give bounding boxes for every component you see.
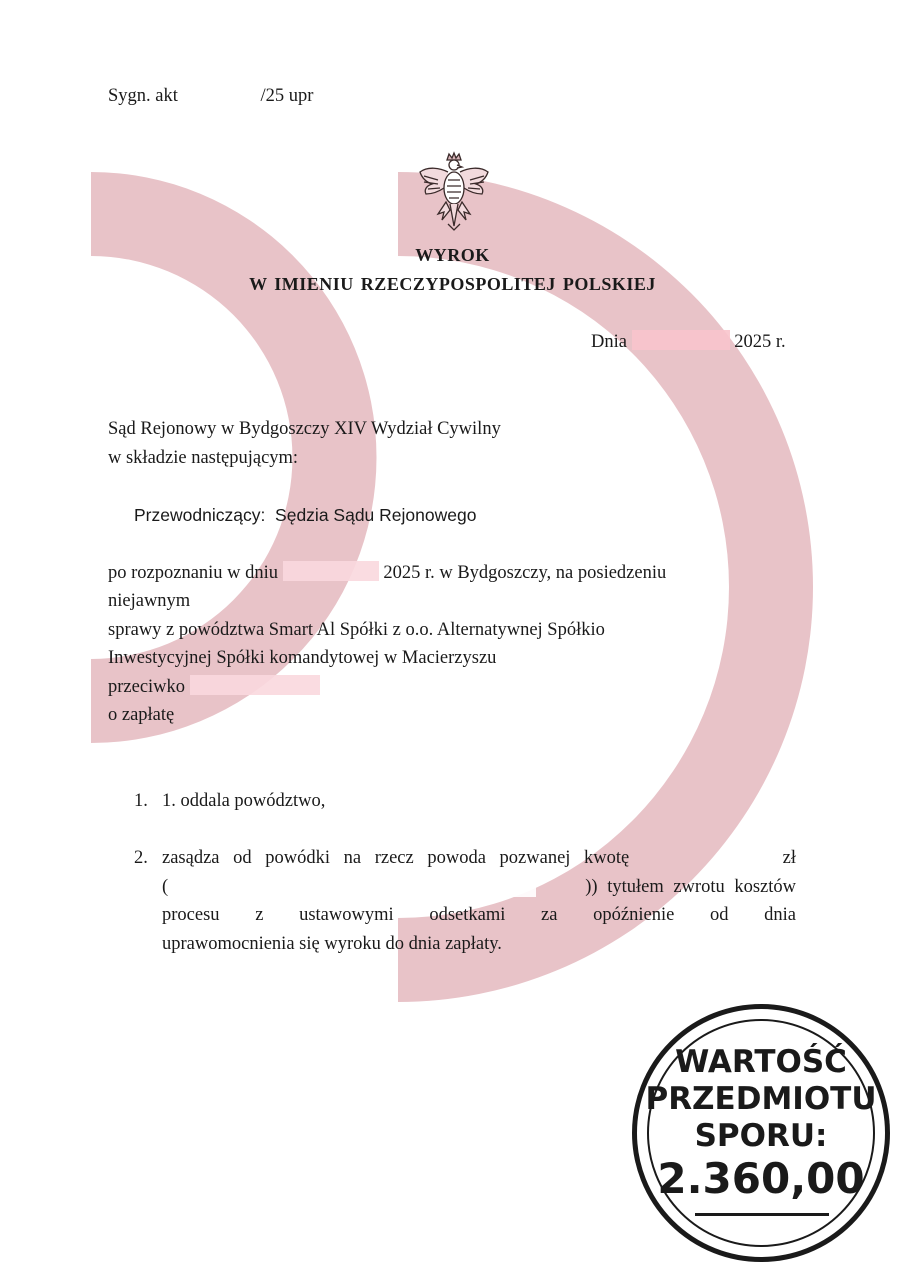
redaction	[190, 675, 320, 695]
ruling-2-paren: (	[162, 876, 169, 897]
judgment-subtitle: W IMIENIU RZECZYPOSPOLITEJ POLSKIEJ	[249, 274, 656, 294]
redaction	[183, 84, 261, 104]
case-signature-label: Sygn. akt	[108, 86, 178, 106]
stamp-amount: 2.360,00	[657, 1154, 865, 1203]
ruling-2-currency: zł	[782, 848, 796, 868]
ruling-2-line2-text: )) tytułem zwrotu kosztów	[585, 876, 796, 897]
presiding-judge	[134, 501, 621, 529]
presiding-label: Przewodniczący:	[134, 505, 266, 525]
ruling-number: 1.	[134, 791, 148, 811]
judgment-title: WYROK	[415, 245, 490, 265]
ruling-2-text	[162, 844, 796, 958]
ruling-2-line1-text: zasądza od powódki na rzecz powoda pozwanej kwotę	[162, 848, 630, 868]
hearing-mode: niejawnym	[108, 591, 191, 611]
ruling-2-line1	[162, 844, 796, 873]
date-suffix: 2025 r.	[734, 332, 786, 352]
dispute-value-stamp	[632, 1004, 890, 1262]
case-signature	[108, 82, 313, 110]
hearing-prefix: po rozpoznaniu w dniu	[108, 563, 279, 583]
judgment-date	[591, 328, 786, 356]
defendant-line	[108, 673, 320, 701]
court-composition: w składzie następującym:	[108, 448, 299, 468]
redaction	[283, 561, 379, 581]
hearing-date	[108, 559, 666, 587]
ruling-number: 2.	[134, 848, 148, 868]
ruling-2-line4: uprawomocnienia się wyroku do dnia zapłaty.	[162, 933, 502, 954]
case-signature-suffix: /25 upr	[260, 86, 314, 106]
redaction	[168, 877, 536, 897]
redaction	[481, 504, 621, 524]
case-subject: o zapłatę	[108, 705, 175, 725]
date-prefix: Dnia	[591, 332, 627, 352]
presiding-value: Sędzia Sądu Rejonowego	[275, 505, 477, 525]
eagle-emblem	[416, 148, 492, 232]
stamp-line-3: SPORU:	[694, 1118, 828, 1154]
against-label: przeciwko	[108, 677, 186, 697]
redaction	[632, 330, 730, 350]
stamp-line-2: PRZEDMIOTU	[645, 1081, 877, 1117]
stamp-underline	[695, 1213, 829, 1216]
case-parties-line1: sprawy z powództwa Smart Al Spółki z o.o. Alternatywnej Spółkio	[108, 620, 605, 640]
ruling-2-line2	[162, 873, 796, 902]
ruling-2-line3: procesu z ustawowymi odsetkami za opóźnienie od dnia	[162, 905, 796, 925]
ruling-1-text: 1. oddala powództwo,	[162, 791, 326, 811]
court-name: Sąd Rejonowy w Bydgoszczy XIV Wydział Cywilny	[108, 419, 501, 439]
hearing-suffix: 2025 r. w Bydgoszczy, na posiedzeniu	[383, 563, 667, 583]
case-parties-line2: Inwestycyjnej Spółki komandytowej w Macierzyszu	[108, 648, 497, 668]
redaction	[725, 848, 783, 868]
stamp-line-1: WARTOŚĆ	[675, 1044, 847, 1080]
